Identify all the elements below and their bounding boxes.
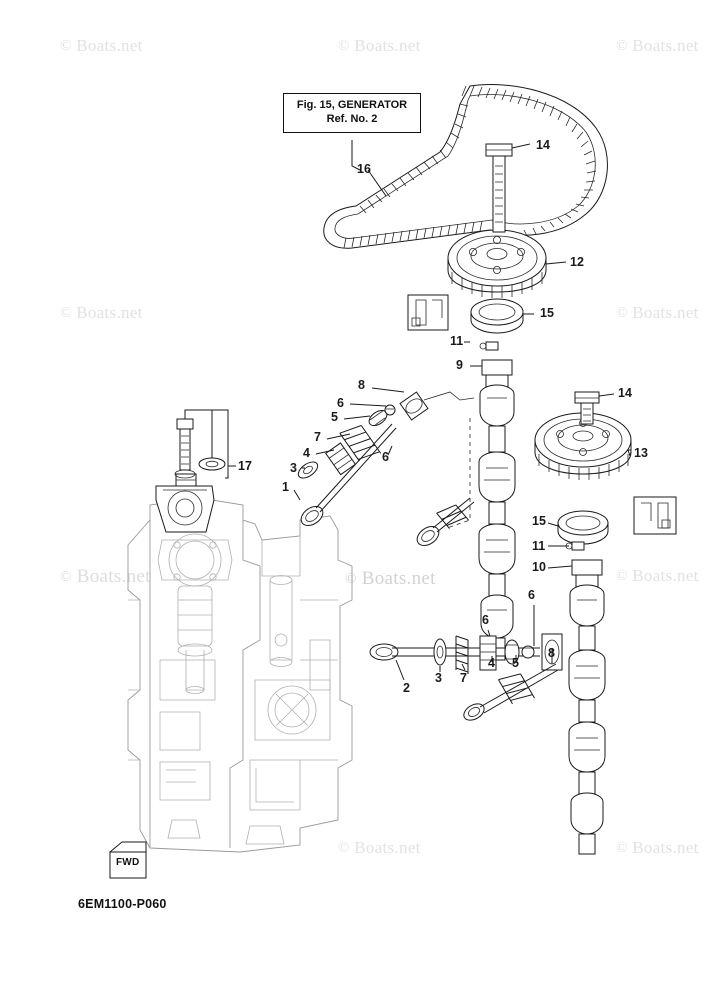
watermark: © Boats.net [338, 36, 421, 55]
callout-7-left: 7 [314, 430, 321, 444]
watermark: © Boats.net [60, 36, 143, 55]
callout-11-mid: 11 [532, 539, 546, 553]
valve-assembly-right [370, 498, 562, 724]
engine-block-illustration [128, 498, 352, 852]
watermark: © Boats.net [60, 566, 151, 587]
callout-17: 17 [238, 459, 252, 473]
reference-box-line1: Fig. 15, GENERATOR [296, 99, 408, 111]
watermark: © Boats.net [60, 303, 143, 322]
callout-2: 2 [403, 681, 410, 695]
callout-3-left: 3 [290, 461, 297, 475]
watermark: © Boats.net [616, 36, 699, 55]
callout-6-left-a: 6 [337, 396, 344, 410]
bracket-11-mid [634, 497, 676, 534]
callout-5-left: 5 [331, 410, 338, 424]
callout-4-left: 4 [303, 446, 310, 460]
watermark: © Boats.net [338, 838, 421, 857]
callout-6-right-a: 6 [528, 588, 535, 602]
tensioner-assembly-17 [156, 410, 236, 532]
callout-15-mid: 15 [532, 514, 546, 528]
callout-3-right: 3 [435, 671, 442, 685]
camshaft-10 [569, 560, 605, 854]
bracket-11-top [408, 295, 448, 330]
callout-14-top: 14 [536, 138, 550, 152]
callout-9: 9 [456, 358, 463, 372]
callout-13: 13 [634, 446, 648, 460]
watermark: © Boats.net [616, 566, 699, 585]
callout-6-right-b: 6 [482, 613, 489, 627]
callout-5-right: 5 [512, 656, 519, 670]
callout-12: 12 [570, 255, 584, 269]
watermark: © Boats.net [616, 838, 699, 857]
callout-14-mid: 14 [618, 386, 632, 400]
fwd-label: FWD [116, 857, 140, 868]
watermark: © Boats.net [616, 303, 699, 322]
oil-seal-15-top [471, 299, 523, 333]
watermark: © Boats.net [345, 568, 436, 589]
bolt-14-top [486, 144, 512, 232]
callout-8-right: 8 [548, 646, 555, 660]
callout-16: 16 [357, 162, 371, 176]
callout-15-top: 15 [540, 306, 554, 320]
reference-box-line2: Ref. No. 2 [326, 112, 378, 125]
callout-8-left: 8 [358, 378, 365, 392]
callout-11-top: 11 [450, 334, 464, 348]
callout-1: 1 [282, 480, 289, 494]
callout-7-right: 7 [460, 671, 467, 685]
part-number: 6EM1100-P060 [78, 897, 167, 911]
callout-4-right: 4 [488, 656, 495, 670]
callout-6-left-b: 6 [382, 450, 389, 464]
callout-10: 10 [532, 560, 546, 574]
valve-spring-right [456, 636, 468, 674]
reference-box [283, 93, 421, 133]
key-11-top [480, 342, 498, 350]
camshaft-sprocket-12 [448, 230, 546, 298]
oil-seal-15-mid [558, 511, 608, 544]
